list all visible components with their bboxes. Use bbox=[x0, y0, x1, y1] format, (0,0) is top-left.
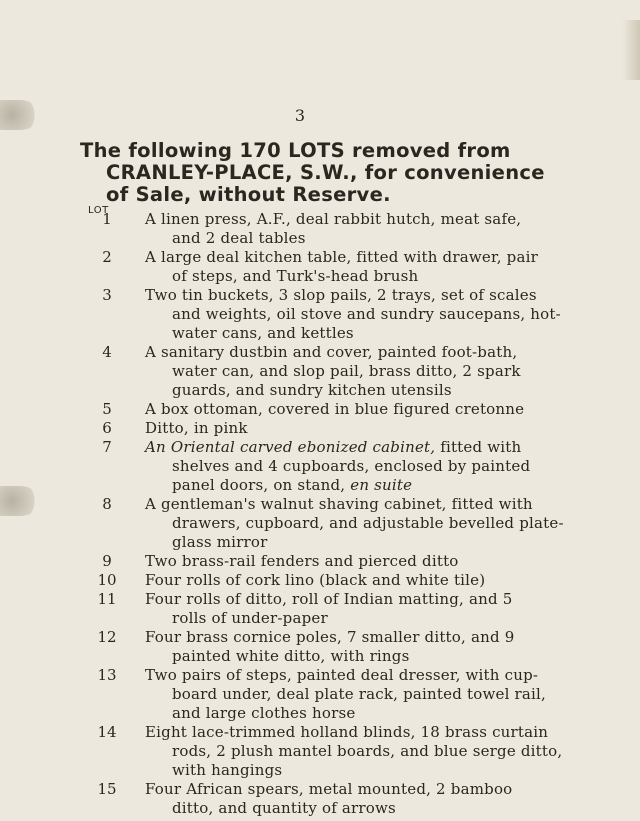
lot-description-line bbox=[145, 723, 549, 742]
lot-description-text: rolls of under-paper bbox=[172, 609, 328, 627]
lot-description-text: A box ottoman, covered in blue figured cretonne bbox=[145, 400, 525, 418]
lot-description-text: and 2 deal tables bbox=[172, 229, 306, 247]
lot-description-text: board under, deal plate rack, painted towel rail, bbox=[172, 685, 547, 703]
lot-description-text: painted white ditto, with rings bbox=[172, 647, 410, 665]
lot-description-italic: en suite bbox=[345, 476, 413, 494]
lot-description-line bbox=[145, 267, 495, 286]
lot-description bbox=[145, 552, 495, 571]
page-edge-shadow bbox=[622, 20, 640, 80]
lot-description-line bbox=[145, 248, 538, 267]
lot-description-text: and weights, oil stove and sundry saucepans, hot- bbox=[172, 305, 561, 323]
lot-description-line bbox=[145, 780, 513, 799]
lot-description-line bbox=[145, 476, 495, 495]
lot-description-line bbox=[145, 324, 495, 343]
lot-description bbox=[145, 628, 515, 666]
lot-description-text: Two tin buckets, 3 slop pails, 2 trays, set of scales bbox=[145, 286, 537, 304]
lot-description-line bbox=[145, 229, 495, 248]
lot-description-line bbox=[145, 400, 525, 419]
lot-description-text: A linen press, A.F., deal rabbit hutch, meat safe, bbox=[145, 210, 522, 228]
lot-description-text: water cans, and kettles bbox=[172, 324, 354, 342]
lot-number: 11 bbox=[97, 590, 117, 608]
lot-description-line bbox=[145, 495, 533, 514]
lot-description-line bbox=[145, 609, 495, 628]
lot-description bbox=[145, 438, 531, 495]
heading-line-2: CRANLEY-PLACE, S.W., for convenience bbox=[106, 161, 545, 184]
lot-description-line bbox=[145, 514, 564, 533]
lot-description-line bbox=[145, 590, 513, 609]
lot-description-text: Two brass-rail fenders and pierced ditto bbox=[145, 552, 459, 570]
page-number: 3 bbox=[294, 106, 306, 125]
lot-description-text: A gentleman's walnut shaving cabinet, fitted with bbox=[145, 495, 533, 513]
lot-description-text: guards, and sundry kitchen utensils bbox=[172, 381, 452, 399]
lot-description bbox=[145, 343, 521, 400]
lot-description-text: fitted with bbox=[435, 438, 522, 456]
lot-description-line bbox=[145, 362, 521, 381]
lot-description bbox=[145, 780, 513, 818]
lot-number: 1 bbox=[102, 210, 112, 228]
lot-description-text: of steps, and Turk's-head brush bbox=[172, 267, 419, 285]
lot-description-line bbox=[145, 438, 522, 457]
lot-description bbox=[145, 419, 495, 438]
lot-number: 3 bbox=[102, 286, 112, 304]
lot-description-text: shelves and 4 cupboards, enclosed by painted bbox=[172, 457, 531, 475]
lot-description-text: water can, and slop pail, brass ditto, 2 spark bbox=[172, 362, 521, 380]
lot-description-line bbox=[145, 533, 495, 552]
lot-description-text: glass mirror bbox=[172, 533, 268, 551]
page-stain bbox=[0, 486, 40, 516]
lot-description-line bbox=[145, 761, 495, 780]
lot-description-line bbox=[145, 343, 518, 362]
lot-description-italic: An Oriental carved ebonized cabinet, bbox=[145, 438, 436, 456]
lot-number: 4 bbox=[102, 343, 112, 361]
lot-number: 9 bbox=[102, 552, 112, 570]
lot-description bbox=[145, 400, 525, 419]
lot-description-text: Four African spears, metal mounted, 2 bamboo bbox=[145, 780, 513, 798]
lot-description bbox=[145, 286, 561, 343]
lot-description-line bbox=[145, 628, 515, 647]
lot-description-text: Four brass cornice poles, 7 smaller ditto, and 9 bbox=[145, 628, 515, 646]
lot-description-line bbox=[145, 742, 563, 761]
lot-description-line bbox=[145, 704, 495, 723]
lot-number: 6 bbox=[102, 419, 112, 437]
lot-number: 12 bbox=[97, 628, 117, 646]
lot-description-text: A large deal kitchen table, fitted with drawer, pair bbox=[145, 248, 538, 266]
lot-number: 5 bbox=[102, 400, 112, 418]
lot-number: 7 bbox=[102, 438, 112, 456]
lot-number: 14 bbox=[97, 723, 117, 741]
heading-line-3: of Sale, without Reserve. bbox=[106, 183, 391, 206]
lot-description-text: A sanitary dustbin and cover, painted foot-bath, bbox=[145, 343, 518, 361]
lot-number: 15 bbox=[97, 780, 117, 798]
lot-description-text: Four rolls of cork lino (black and white tile) bbox=[145, 571, 486, 589]
lot-column-label: LOT bbox=[88, 205, 109, 216]
lot-description bbox=[145, 571, 495, 590]
lot-description bbox=[145, 723, 563, 780]
heading-line-1: The following 170 LOTS removed from bbox=[80, 139, 511, 162]
lot-number: 2 bbox=[102, 248, 112, 266]
lot-description bbox=[145, 248, 538, 286]
lot-description-text: Ditto, in pink bbox=[145, 419, 248, 437]
page-stain bbox=[0, 100, 40, 130]
lot-description-text: Eight lace-trimmed holland blinds, 18 brass curtain bbox=[145, 723, 549, 741]
lot-description-line bbox=[145, 305, 561, 324]
lot-description-line bbox=[145, 419, 495, 438]
lot-number: 13 bbox=[97, 666, 117, 684]
lot-description-line bbox=[145, 666, 539, 685]
lot-description-text: and large clothes horse bbox=[172, 704, 356, 722]
lot-description-line bbox=[145, 685, 547, 704]
lot-description-line bbox=[145, 381, 495, 400]
lot-description-line bbox=[145, 286, 537, 305]
lot-description-text: Two pairs of steps, painted deal dresser, with cup- bbox=[145, 666, 539, 684]
lot-description-text: ditto, and quantity of arrows bbox=[172, 799, 396, 817]
lot-description-line bbox=[145, 552, 495, 571]
lot-description-line bbox=[145, 571, 495, 590]
lot-description-text: drawers, cupboard, and adjustable bevelled plate- bbox=[172, 514, 564, 532]
lot-number: 10 bbox=[97, 571, 117, 589]
lot-description-text: panel doors, on stand, bbox=[172, 476, 346, 494]
lot-number: 8 bbox=[102, 495, 112, 513]
lot-description-line bbox=[145, 799, 495, 818]
lot-description-line bbox=[145, 457, 531, 476]
lot-description-text: with hangings bbox=[172, 761, 283, 779]
lot-description-text: rods, 2 plush mantel boards, and blue serge ditto, bbox=[172, 742, 563, 760]
lot-description-line bbox=[145, 647, 495, 666]
lot-description bbox=[145, 210, 522, 248]
lot-description-line bbox=[145, 210, 522, 229]
lot-description bbox=[145, 495, 564, 552]
section-heading bbox=[80, 140, 600, 206]
lot-description bbox=[145, 666, 547, 723]
lot-description-text: Four rolls of ditto, roll of Indian matting, and 5 bbox=[145, 590, 513, 608]
lot-description bbox=[145, 590, 513, 628]
